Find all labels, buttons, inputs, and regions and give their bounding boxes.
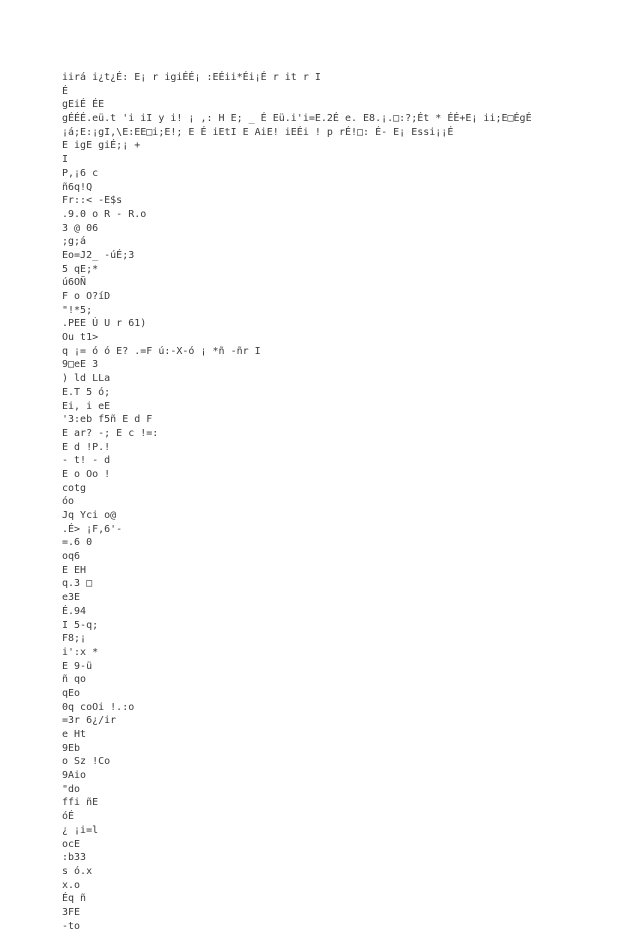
text-line: I bbox=[62, 154, 69, 166]
text-line: 9Aio bbox=[62, 770, 87, 782]
text-line: óÉ bbox=[62, 811, 75, 823]
text-line: -to bbox=[62, 920, 81, 932]
text-line: "do bbox=[62, 783, 81, 795]
text-line: 5 qE;* bbox=[62, 263, 99, 275]
text-line: ñ qo bbox=[62, 674, 87, 686]
text-line: óo bbox=[62, 496, 75, 508]
text-line: E d !P.! bbox=[62, 441, 111, 453]
text-line: q ¡= ó ó E? .=F ú:-X-ó ¡ *ñ -ñr I bbox=[62, 345, 261, 357]
text-line: .É> ¡F,6'- bbox=[62, 523, 123, 535]
text-line: .9.0 o R - R.o bbox=[62, 208, 147, 220]
text-line: 0q coOi !.:o bbox=[62, 701, 135, 713]
text-line: cotg bbox=[62, 482, 87, 494]
text-line: - t! - d bbox=[62, 455, 111, 467]
text-line: Eo=J2_ -úÉ;3 bbox=[62, 249, 135, 261]
text-line: "!*5; bbox=[62, 304, 93, 316]
text-line: o Sz !Co bbox=[62, 756, 111, 768]
text-line: qEo bbox=[62, 687, 81, 699]
text-line: E 9-ü bbox=[62, 660, 93, 672]
text-line: iirá i¿t¿É: E¡ r igiÉÉ¡ :EÉii*Éi¡É r it r I bbox=[62, 72, 321, 83]
text-line: e Ht bbox=[62, 729, 87, 740]
text-line: ;g;á bbox=[62, 236, 87, 248]
text-line: s ó.x bbox=[62, 865, 93, 877]
text-line: Ei, i eE bbox=[62, 400, 111, 412]
text-line: q.3 □ bbox=[62, 578, 93, 590]
text-line: '3:eb f5ñ E d F bbox=[62, 414, 153, 426]
text-line: e3E bbox=[62, 592, 81, 604]
text-line: 9Eb bbox=[62, 742, 81, 754]
text-line: gEiÉ ÉE bbox=[62, 99, 105, 111]
text-line: F8;¡ bbox=[62, 633, 87, 645]
text-line: i':x * bbox=[62, 646, 99, 658]
text-line: x.o bbox=[62, 879, 81, 891]
text-line: I 5-q; bbox=[62, 619, 99, 631]
text-line: gÉÉÉ.eü.t 'i iI y i! ¡ ,: H E; _ É Eü.i'i=E.2É e. E8.¡.□:?;Ét * ÉÉ+E¡ ii;E□ÉgÉ bbox=[62, 113, 532, 125]
text-line: E ar? -; E c !=: bbox=[62, 427, 159, 439]
text-line: Éq ñ bbox=[62, 893, 87, 905]
text-line: ú6OÑ bbox=[62, 277, 87, 289]
text-line: ¡á;E:¡gI,\E:EE□i;E!; E É iEtI E AiE! iEÉi ! p rÉ!□: É- E¡ Essi¡¡É bbox=[62, 126, 454, 138]
text-line: 9□eE 3 bbox=[62, 359, 99, 371]
text-line: :b33 bbox=[62, 852, 87, 864]
text-line: Fr::< -E$s bbox=[62, 195, 123, 207]
text-line: ocE bbox=[62, 838, 81, 850]
text-line: E igE giÉ;¡ + bbox=[62, 140, 141, 152]
text-line: ñ6q!Q bbox=[62, 181, 93, 193]
text-line: F o O?íD bbox=[62, 291, 111, 302]
text-line: P,¡6 c bbox=[62, 167, 99, 179]
text-line: =3r 6¿/ir bbox=[62, 715, 117, 727]
text-line: Ou t1> bbox=[62, 332, 99, 344]
text-line: É.94 bbox=[62, 605, 87, 617]
text-line: 3FE bbox=[62, 906, 81, 918]
text-line: E.T 5 ó; bbox=[62, 386, 111, 398]
text-line: Jq Yci o@ bbox=[62, 510, 117, 521]
text-line: oq6 bbox=[62, 551, 81, 563]
text-line: E EH bbox=[62, 564, 87, 576]
text-line: E o Oo ! bbox=[62, 468, 111, 480]
text-line: =.6 0 bbox=[62, 537, 93, 549]
text-line: ffi ñE bbox=[62, 797, 99, 809]
text-line: ¿ ¡i=l bbox=[62, 824, 99, 836]
text-line: .PEE Ú U r 61) bbox=[62, 318, 147, 330]
text-line: 3 @ 06 bbox=[62, 222, 99, 234]
text-line: É bbox=[62, 85, 69, 97]
document-text-block bbox=[62, 71, 622, 933]
text-line: ) ld LLa bbox=[62, 373, 111, 385]
